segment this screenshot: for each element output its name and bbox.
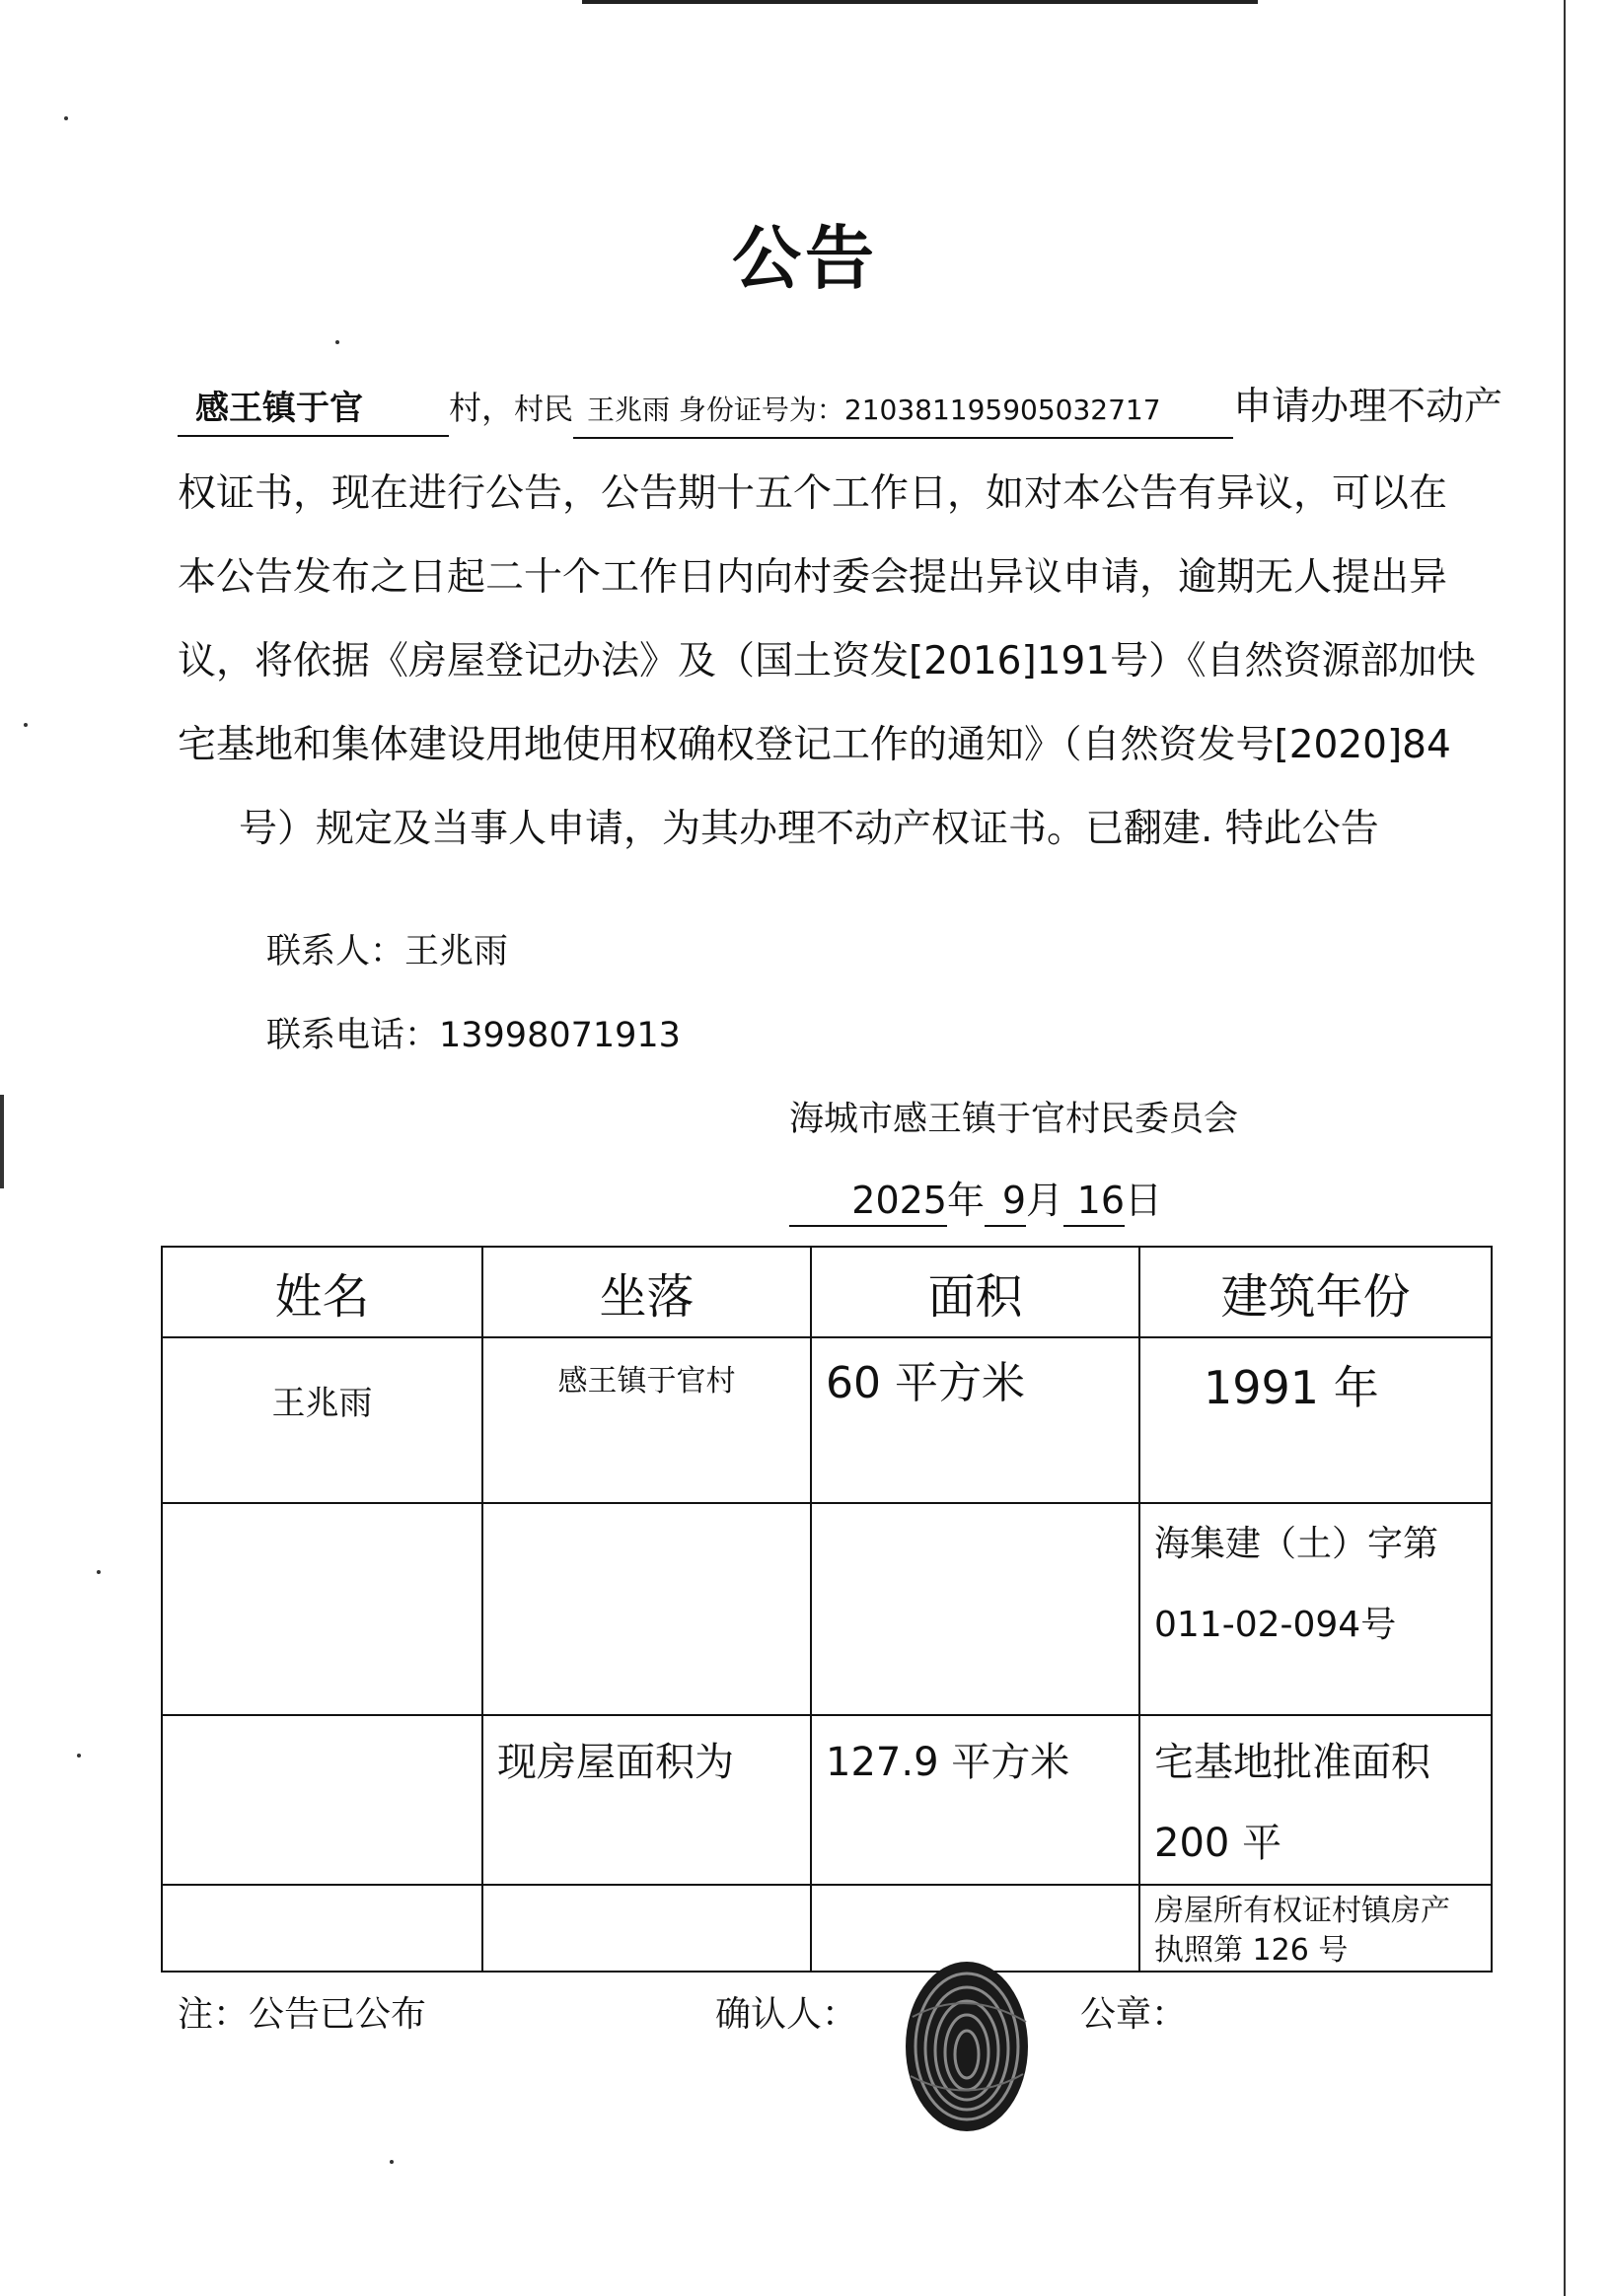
scan-speck [335,340,339,344]
footer-confirmer: 确认人： [715,1994,858,2035]
scan-left-mark [0,1095,4,1188]
table-cell [482,1503,811,1715]
notice-date [789,1176,1162,1227]
table-header-row [162,1247,1492,1337]
town-village-text: 感王镇于官 [195,389,363,428]
issuer-name: 海城市感王镇于官村民委员会 [789,1100,1239,1139]
contact-phone: 联系电话：13998071913 [266,1016,681,1055]
table-cell [162,1715,482,1885]
date-month-unit: 月 [1026,1179,1064,1222]
scan-speck [97,1570,101,1574]
table-row [162,1337,1492,1503]
footer-note: 注：公告已公布 [178,1994,427,2035]
property-table [161,1246,1493,1973]
body-line: 权证书，现在进行公告，公告期十五个工作日，如对本公告有异议，可以在 [178,471,1448,516]
scan-right-edge [1564,0,1566,2296]
date-day-unit: 日 [1125,1179,1163,1222]
table-cell: 王兆雨 [162,1337,482,1503]
date-year-unit: 年 [947,1179,986,1222]
table-cell: 1991 年 [1139,1337,1492,1503]
header-build-year: 建筑年份 [1139,1247,1492,1337]
fingerprint-mark [893,1948,1041,2145]
request-text: 申请办理不动产 [1233,385,1503,429]
applicant-id-field: 王兆雨 身份证号为：210381195905032717 [573,384,1233,439]
body-line: 号）规定及当事人申请，为其办理不动产权证书。已翻建. 特此公告 [239,807,1379,851]
date-day: 16 [1063,1176,1125,1227]
village-field [178,382,449,437]
header-area: 面积 [811,1247,1139,1337]
village-suffix: 村， [449,389,514,427]
table-cell: 感王镇于官村 [482,1337,811,1503]
scan-speck [390,2160,394,2164]
body-line: 宅基地和集体建设用地使用权确权登记工作的通知》（自然资发号[2020]84 [178,723,1451,767]
table-cell [162,1503,482,1715]
table-cell: 宅基地批准面积 200 平 [1139,1715,1492,1885]
villager-prefix: 村民 [514,393,573,427]
notice-first-line [178,365,1503,452]
body-line: 本公告发布之日起二十个工作日内向村委会提出异议申请，逾期无人提出异 [178,555,1448,600]
table-cell: 现房屋面积为 [482,1715,811,1885]
table-row [162,1885,1492,1972]
table-cell: 海集建（土）字第011-02-094号 [1139,1503,1492,1715]
table-row [162,1715,1492,1885]
top-edge-line [582,0,1258,4]
table-cell: 127.9 平方米 [811,1715,1139,1885]
table-cell: 60 平方米 [811,1337,1139,1503]
scan-speck [24,723,28,727]
body-line: 议，将依据《房屋登记办法》及（国土资发[2016]191号）《自然资源部加快 [178,639,1476,683]
notice-title: 公告 [732,218,878,299]
table-cell [811,1503,1139,1715]
table-cell: 房屋所有权证村镇房产执照第 126 号 [1139,1885,1492,1972]
scan-speck [77,1754,81,1758]
scan-speck [64,116,68,120]
header-location: 坐落 [482,1247,811,1337]
table-cell [482,1885,811,1972]
table-row [162,1503,1492,1715]
table-cell [162,1885,482,1972]
footer-seal: 公章： [1080,1994,1188,2035]
date-year: 2025 [789,1176,947,1227]
contact-person: 联系人：王兆雨 [266,932,509,971]
date-month: 9 [985,1176,1026,1227]
header-name: 姓名 [162,1247,482,1337]
notice-body [178,365,1503,871]
